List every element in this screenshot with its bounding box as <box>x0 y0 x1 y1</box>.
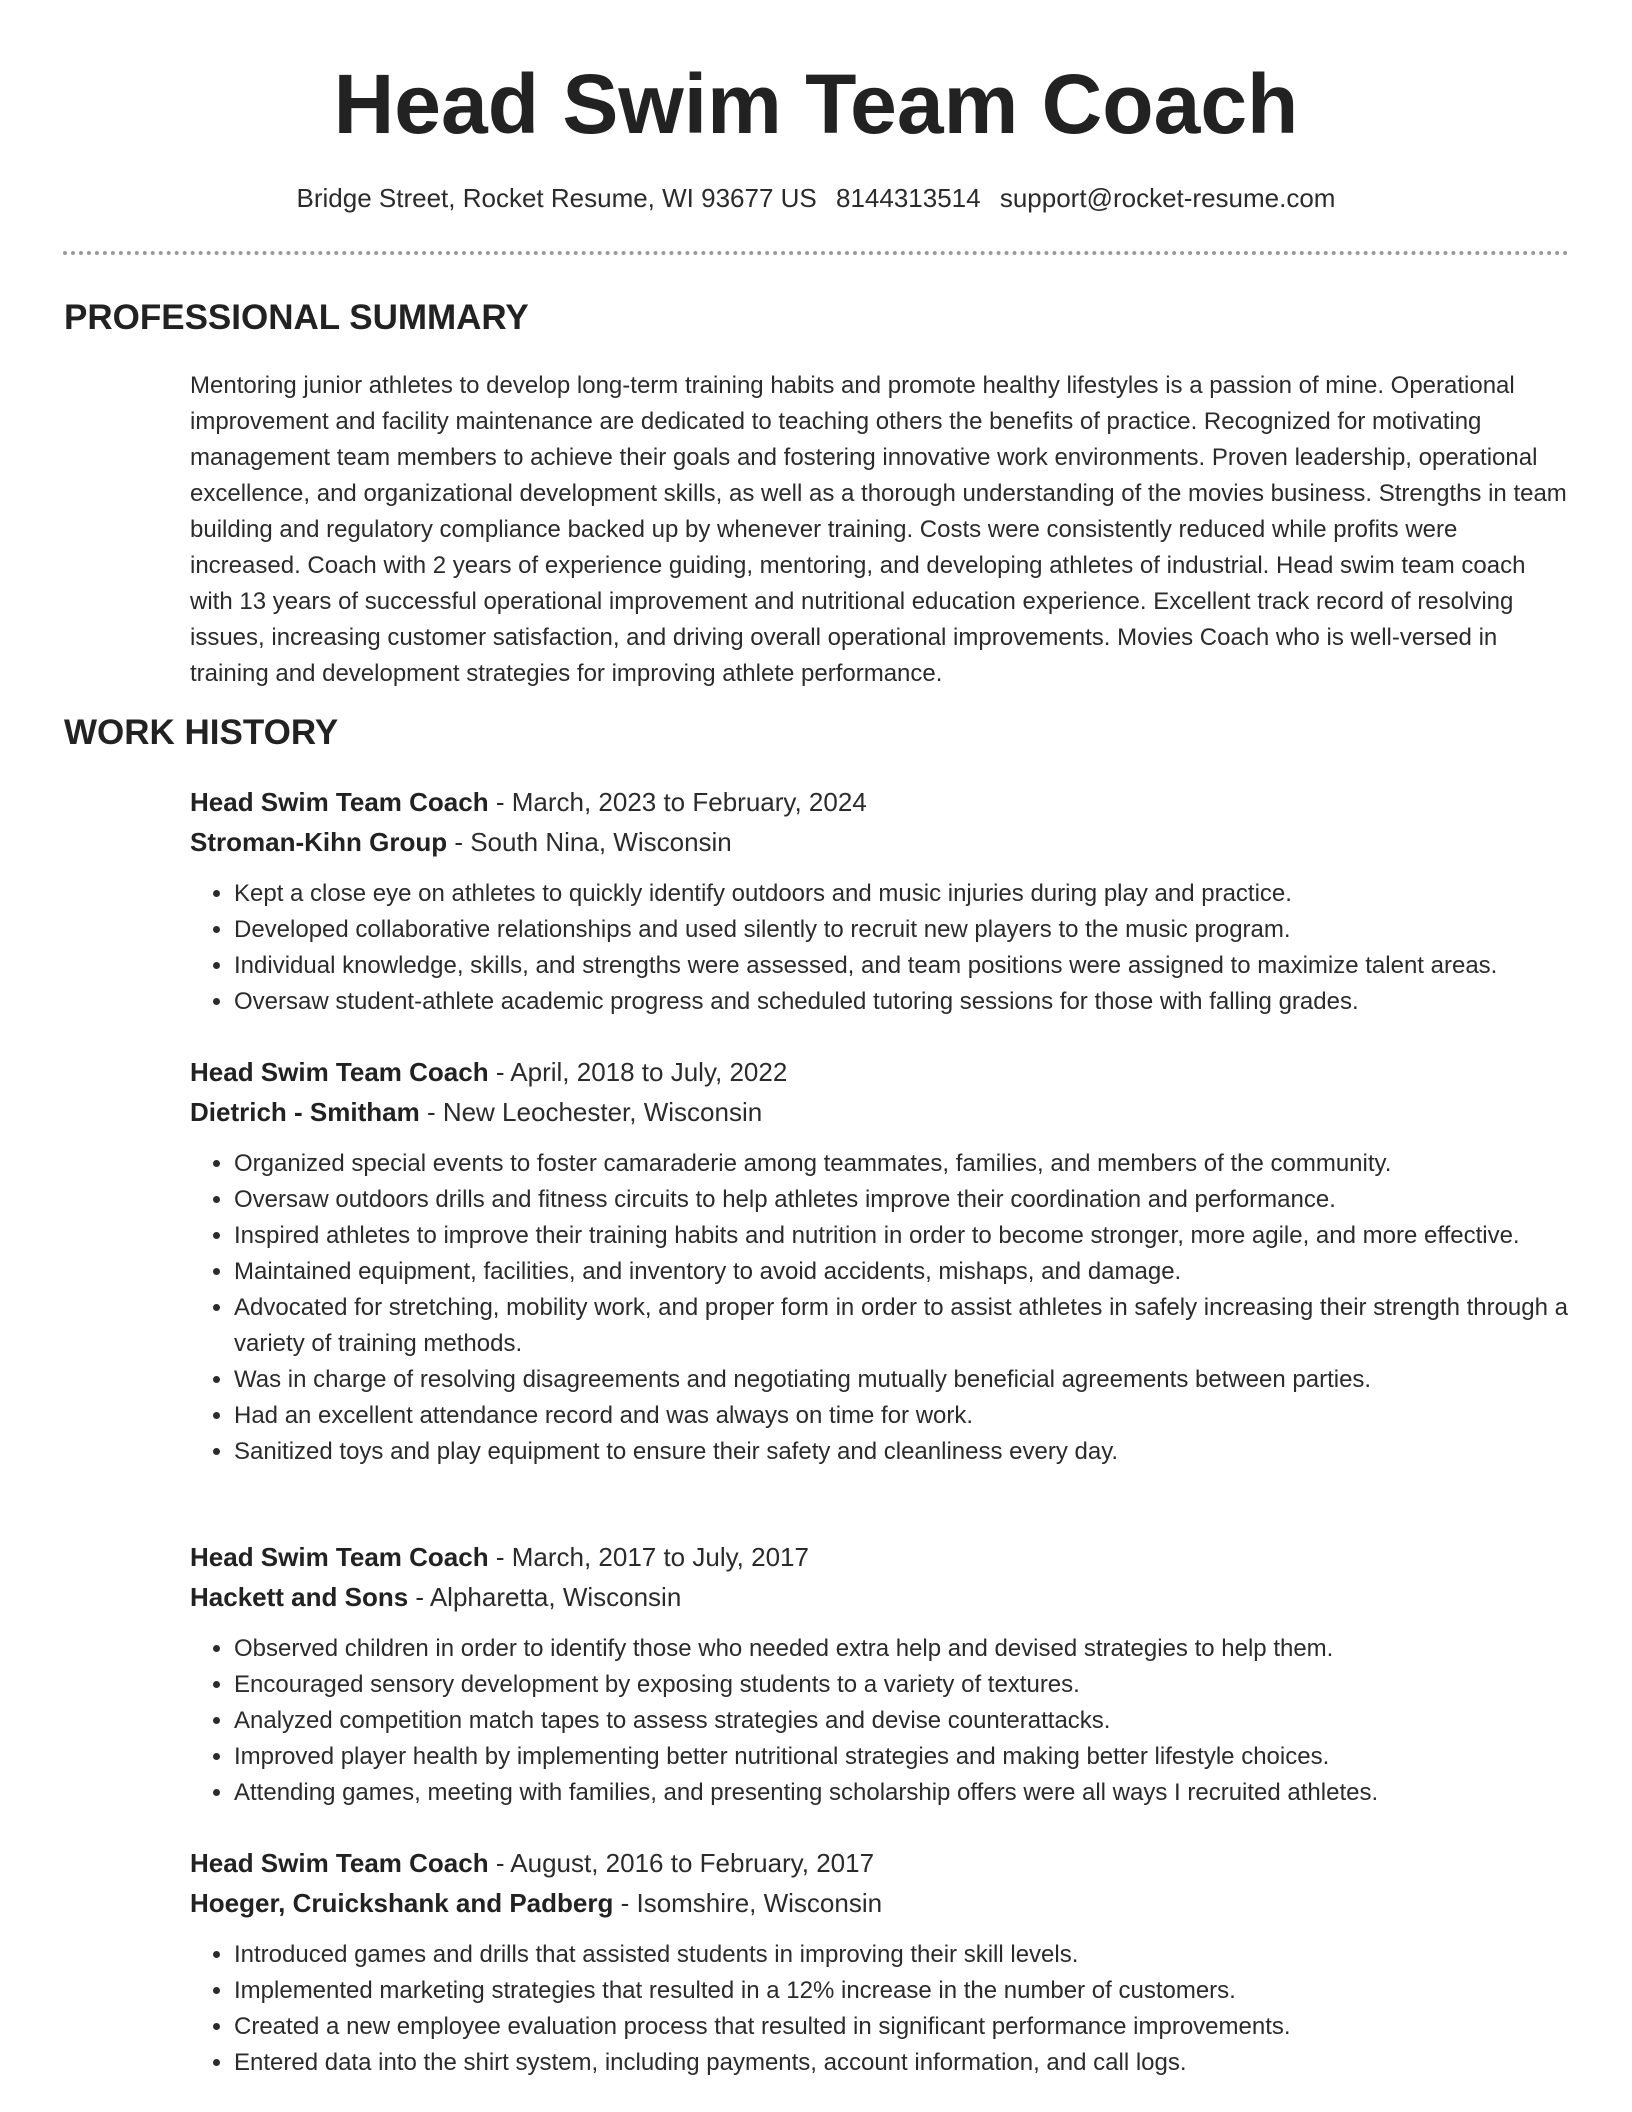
header-divider <box>63 251 1569 255</box>
work-history-heading: WORK HISTORY <box>64 713 339 752</box>
job-title: Head Swim Team Coach <box>190 1057 489 1087</box>
bullet-item: • Analyzed competition match tapes to assess strategies and devise counterattacks. <box>234 1703 1570 1739</box>
bullet-item: • Kept a close eye on athletes to quickly identify outdoors and music injuries during play and practice. <box>234 876 1570 912</box>
contact-line <box>0 180 1632 216</box>
job-location: - Alpharetta, Wisconsin <box>408 1582 682 1612</box>
bullet-item: • Implemented marketing strategies that resulted in a 12% increase in the number of customers. <box>234 1973 1570 2009</box>
bullet-item: • Encouraged sensory development by exposing students to a variety of textures. <box>234 1667 1570 1703</box>
job-bullets <box>190 1937 1570 2081</box>
resume-title: Head Swim Team Coach <box>333 57 1299 151</box>
bullet-item: • Developed collaborative relationships and used silently to recruit new players to the music program. <box>234 912 1570 948</box>
bullet-item: • Organized special events to foster camaraderie among teammates, families, and members of the community. <box>234 1146 1570 1182</box>
job-title-line <box>190 1537 1570 1577</box>
job-location: - New Leochester, Wisconsin <box>419 1097 763 1127</box>
bullet-item: • Sanitized toys and play equipment to ensure their safety and cleanliness every day. <box>234 1434 1570 1470</box>
summary-heading: PROFESSIONAL SUMMARY <box>64 298 529 337</box>
job-title-line <box>190 1843 1570 1883</box>
job-bullets <box>190 876 1570 1020</box>
email: support@rocket-resume.com <box>999 183 1336 213</box>
job-company-line <box>190 822 1570 862</box>
job-company: Dietrich - Smitham <box>190 1097 420 1127</box>
bullet-item: • Oversaw student-athlete academic progress and scheduled tutoring sessions for those with falling grades. <box>234 984 1570 1020</box>
job-bullets <box>190 1146 1570 1470</box>
job-entry <box>190 782 1570 1020</box>
job-title-line <box>190 782 1570 822</box>
job-company-line <box>190 1883 1570 1923</box>
job-dates: - August, 2016 to February, 2017 <box>488 1848 875 1878</box>
job-company: Hackett and Sons <box>190 1582 409 1612</box>
job-dates: - April, 2018 to July, 2022 <box>488 1057 788 1087</box>
job-dates: - March, 2023 to February, 2024 <box>488 787 867 817</box>
bullet-item: • Maintained equipment, facilities, and inventory to avoid accidents, mishaps, and damage. <box>234 1254 1570 1290</box>
job-title: Head Swim Team Coach <box>190 1848 489 1878</box>
job-title-line <box>190 1052 1570 1092</box>
bullet-item: • Had an excellent attendance record and was always on time for work. <box>234 1398 1570 1434</box>
job-title: Head Swim Team Coach <box>190 1542 489 1572</box>
job-entry <box>190 1843 1570 2081</box>
bullet-item: • Inspired athletes to improve their training habits and nutrition in order to become stronger, more agile, and more effective. <box>234 1218 1570 1254</box>
job-bullets <box>190 1631 1570 1811</box>
bullet-item: • Improved player health by implementing better nutritional strategies and making better lifestyle choices. <box>234 1739 1570 1775</box>
job-title: Head Swim Team Coach <box>190 787 489 817</box>
job-location: - South Nina, Wisconsin <box>447 827 732 857</box>
phone: 8144313514 <box>836 183 981 213</box>
address: Bridge Street, Rocket Resume, WI 93677 US <box>296 183 817 213</box>
bullet-item: • Oversaw outdoors drills and fitness circuits to help athletes improve their coordination and performance. <box>234 1182 1570 1218</box>
bullet-item: • Created a new employee evaluation process that resulted in significant performance improvements. <box>234 2009 1570 2045</box>
bullet-item: • Introduced games and drills that assisted students in improving their skill levels. <box>234 1937 1570 1973</box>
bullet-item: • Observed children in order to identify those who needed extra help and devised strategies to help them. <box>234 1631 1570 1667</box>
job-entry <box>190 1537 1570 1811</box>
job-company: Hoeger, Cruickshank and Padberg <box>190 1888 614 1918</box>
job-location: - Isomshire, Wisconsin <box>613 1888 883 1918</box>
job-company-line <box>190 1577 1570 1617</box>
bullet-item: • Attending games, meeting with families, and presenting scholarship offers were all ways I recruited athletes. <box>234 1775 1570 1811</box>
job-entry <box>190 1052 1570 1470</box>
bullet-item: • Advocated for stretching, mobility work, and proper form in order to assist athletes in safely increasing their strength through a variety of training methods. <box>234 1290 1570 1362</box>
job-company-line <box>190 1092 1570 1132</box>
bullet-item: • Was in charge of resolving disagreements and negotiating mutually beneficial agreements between parties. <box>234 1362 1570 1398</box>
summary-text: Mentoring junior athletes to develop long-term training habits and promote healthy lifestyles is a passion of mine. Operational improvement and facility maintenance are dedicated to teaching others the benefits of practice. Recognized for motivating management team members to achieve their goals and fostering innovative work environments. Proven leadership, operational excellence, and organizational development skills, as well as a thorough understanding of the movies business. Strengths in team building and regulatory compliance backed up by whenever training. Costs were consistently reduced while profits were increased. Coach with 2 years of experience guiding, mentoring, and developing athletes of industrial. Head swim team coach with 13 years of successful operational improvement and nutritional education experience. Excellent track record of resolving issues, increasing customer satisfaction, and driving overall operational improvements. Movies Coach who is well-versed in training and development strategies for improving athlete performance. <box>190 372 1567 687</box>
job-company: Stroman-Kihn Group <box>190 827 448 857</box>
job-dates: - March, 2017 to July, 2017 <box>488 1542 809 1572</box>
bullet-item: • Entered data into the shirt system, including payments, account information, and call logs. <box>234 2045 1570 2081</box>
bullet-item: • Individual knowledge, skills, and strengths were assessed, and team positions were assigned to maximize talent areas. <box>234 948 1570 984</box>
